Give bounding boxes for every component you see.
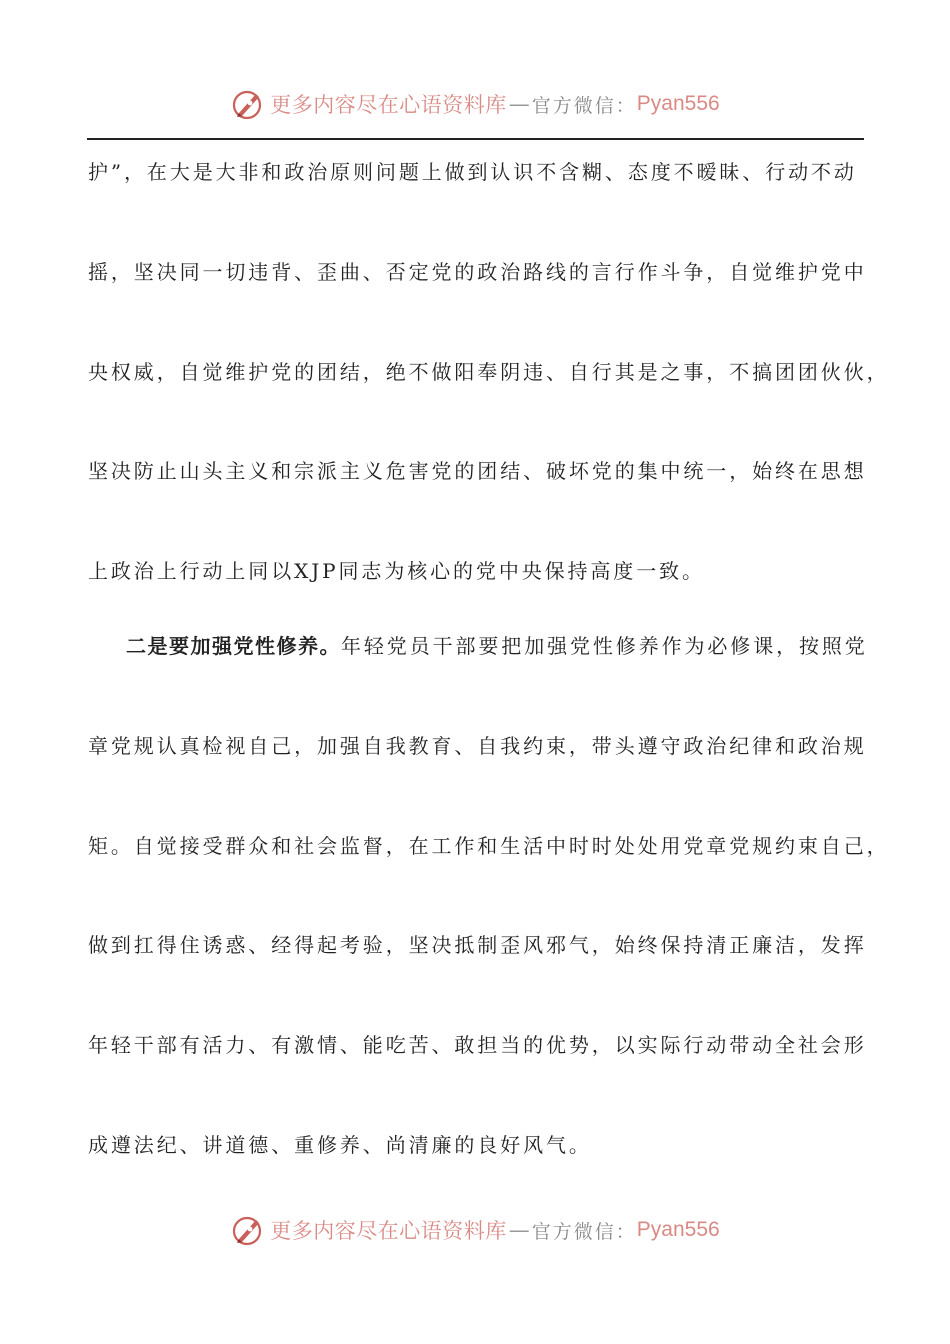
body-line: 坚决防止山头主义和宗派主义危害党的团结、破坏党的集中统一，始终在思想	[88, 459, 867, 483]
header-dash: —	[508, 92, 530, 116]
body-line: 央权威，自觉维护党的团结，绝不做阳奉阴违、自行其是之事，不搞团团伙伙，	[88, 360, 890, 384]
pen-logo-icon	[230, 1212, 266, 1248]
paragraph-2-heading: 二是要加强党性修养。	[126, 634, 341, 658]
paragraph-2-first-line	[126, 631, 866, 661]
footer-banner	[0, 1210, 950, 1250]
footer-wechat-handle: Pyan556	[636, 1218, 720, 1241]
body-line: 做到扛得住诱惑、经得起考验，坚决抵制歪风邪气，始终保持清正廉洁，发挥	[88, 933, 867, 957]
footer-dash: —	[508, 1218, 530, 1242]
body-line: 章党规认真检视自己，加强自我教育、自我约束，带头遵守政治纪律和政治规	[88, 734, 867, 758]
body-line: 成遵法纪、讲道德、重修养、尚清廉的良好风气。	[88, 1133, 592, 1157]
footer-official-label: 官方微信：	[531, 1220, 637, 1243]
body-line: 上政治上行动上同以XJP同志为核心的党中央保持高度一致。	[88, 559, 705, 583]
header-official-label: 官方微信：	[531, 94, 637, 117]
body-line: 摇，坚决同一切违背、歪曲、否定党的政治路线的言行作斗争，自觉维护党中	[88, 260, 867, 284]
header-brand-text: 更多内容尽在心语资料库	[270, 93, 507, 117]
body-line: 护”，在大是大非和政治原则问题上做到认识不含糊、态度不暧昧、行动不动	[88, 160, 857, 184]
header-wechat-handle: Pyan556	[636, 92, 720, 115]
body-line: 年轻干部有活力、有激情、能吃苦、敢担当的优势，以实际行动带动全社会形	[88, 1033, 867, 1057]
footer-brand-text: 更多内容尽在心语资料库	[270, 1219, 507, 1243]
body-line: 矩。自觉接受群众和社会监督，在工作和生活中时时处处用党章党规约束自己，	[88, 834, 890, 858]
paragraph-2-lead: 年轻党员干部要把加强党性修养作为必修课，按照党	[341, 634, 868, 658]
